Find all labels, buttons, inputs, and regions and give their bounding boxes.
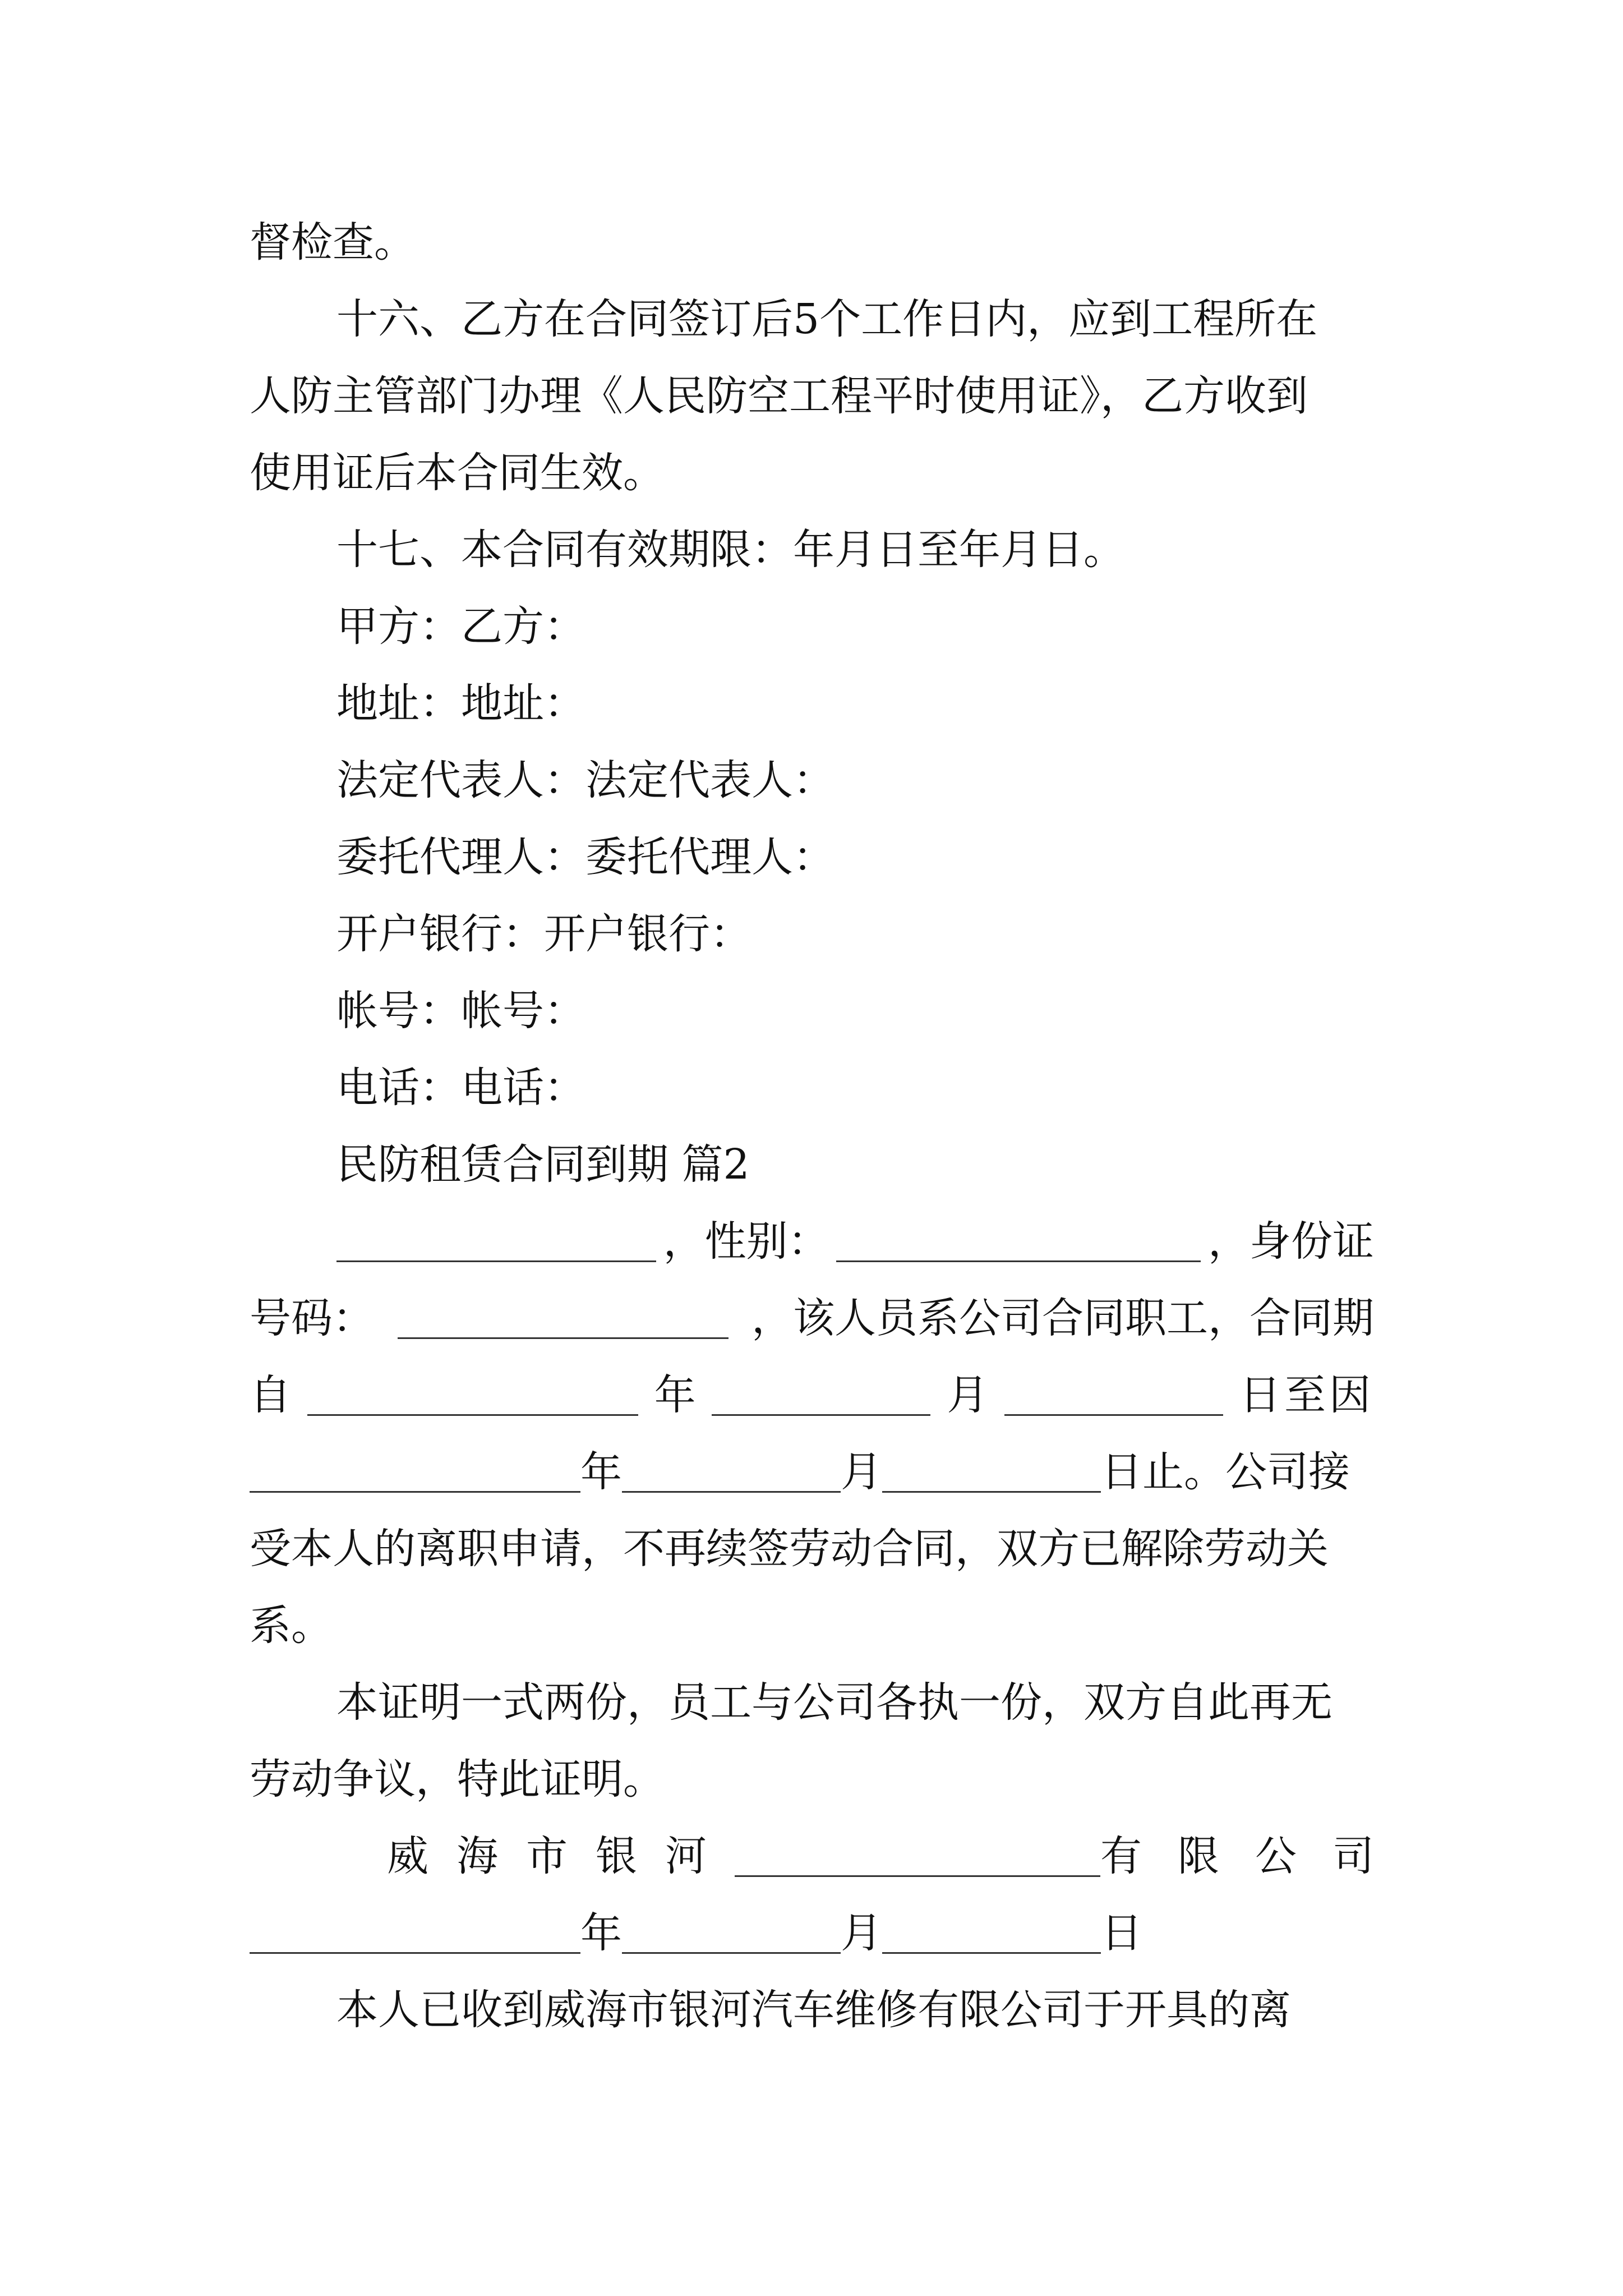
name-blank — [336, 1226, 656, 1262]
date-line — [250, 1909, 1374, 1957]
agent-label: 委托代理人：委托代理人： — [336, 833, 834, 881]
date-month-blank — [622, 1917, 841, 1954]
text-line: 督检查。 — [250, 218, 416, 266]
account-label: 帐号：帐号： — [336, 987, 585, 1035]
clause-16-line-2: 人防主管部门办理《人民防空工程平时使用证》，乙方收到 — [250, 372, 1308, 420]
cert-line-4 — [250, 1448, 1374, 1496]
cert-line-2 — [250, 1294, 1374, 1342]
receipt-line: 本人已收到威海市银河汽车维修有限公司于开具的离 — [336, 1986, 1291, 2034]
end-month-blank — [622, 1456, 841, 1493]
start-month-blank — [712, 1379, 930, 1416]
day-label: 日 — [1101, 1909, 1142, 1957]
month-label: 月 — [841, 1909, 882, 1957]
end-year-blank — [250, 1456, 580, 1493]
id-label: ，身份证 — [1207, 1217, 1374, 1266]
gender-label: ，性别： — [663, 1217, 829, 1266]
legal-rep-label: 法定代表人：法定代表人： — [336, 756, 834, 804]
date-day-blank — [882, 1917, 1101, 1954]
company-line — [387, 1832, 1410, 1880]
gender-blank — [836, 1226, 1201, 1262]
resign-line-1: 受本人的离职申请，不再续签劳动合同，双方已解除劳动关 — [250, 1525, 1329, 1573]
day-end-label: 日止。公司接 — [1101, 1448, 1350, 1496]
clause-17: 十七、本合同有效期限：年月日至年月日。 — [336, 526, 1125, 574]
year-label: 年 — [654, 1371, 696, 1419]
cert-line-1 — [336, 1217, 1374, 1266]
phone-label: 电话：电话： — [336, 1064, 585, 1112]
party-label: 甲方：乙方： — [336, 602, 585, 651]
start-year-blank — [307, 1379, 638, 1416]
employee-text: ，该人员系公司合同职工，合同期 — [751, 1294, 1374, 1342]
company-suffix: 有限公司 — [1100, 1832, 1410, 1880]
date-year-blank — [250, 1917, 580, 1954]
company-prefix: 威海市银河 — [387, 1832, 735, 1880]
start-day-blank — [1004, 1379, 1223, 1416]
id-number-label: 号码： — [250, 1294, 374, 1342]
bank-label: 开户银行：开户银行： — [336, 910, 751, 958]
month-label: 月 — [841, 1448, 882, 1496]
clause-16-line-3: 使用证后本合同生效。 — [250, 449, 665, 497]
year-label: 年 — [580, 1909, 622, 1957]
day-to-label: 日至因 — [1239, 1371, 1374, 1419]
end-day-blank — [882, 1456, 1101, 1493]
section-heading: 民防租赁合同到期 篇2 — [336, 1140, 750, 1189]
address-label: 地址：地址： — [336, 679, 585, 728]
id-number-blank — [398, 1303, 728, 1339]
month-label: 月 — [947, 1371, 989, 1419]
year-label: 年 — [580, 1448, 622, 1496]
from-label: 自 — [250, 1371, 291, 1419]
company-name-blank — [735, 1841, 1100, 1877]
resign-line-2: 系。 — [250, 1602, 333, 1650]
cert-line-3 — [250, 1371, 1374, 1419]
copies-line-2: 劳动争议，特此证明。 — [250, 1755, 665, 1803]
clause-16-line-1: 十六、乙方在合同签订后5个工作日内，应到工程所在 — [336, 295, 1318, 343]
copies-line-1: 本证明一式两份，员工与公司各执一份，双方自此再无 — [336, 1678, 1332, 1727]
